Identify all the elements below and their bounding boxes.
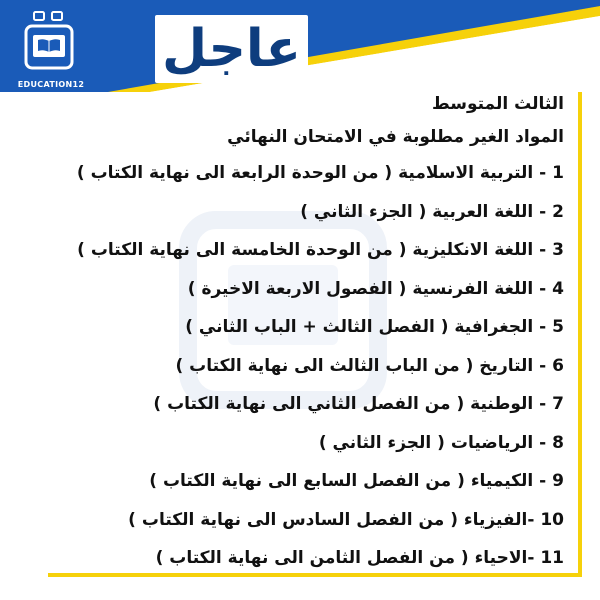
list-item: 8 - الرياضيات ( الجزء الثاني ) (318, 432, 564, 453)
list-item: 4 - اللغة الفرنسية ( الفصول الاربعة الاخيرة ) (187, 278, 564, 299)
list-item: 10 -الفيزياء ( من الفصل السادس الى نهاية الكتاب ) (128, 509, 564, 530)
announcement-body (44, 88, 564, 578)
urgent-badge (155, 15, 308, 83)
list-item: 5 - الجغرافية ( الفصل الثالث + الباب الثاني ) (185, 317, 564, 337)
subjects-list (44, 154, 564, 578)
list-item: 3 - اللغة الانكليزية ( من الوحدة الخامسة الى نهاية الكتاب ) (77, 240, 564, 260)
grade-heading: الثالث المتوسط (432, 94, 564, 114)
list-item: 11 -الاحياء ( من الفصل الثامن الى نهاية الكتاب ) (155, 548, 564, 568)
frame-right-rule (578, 92, 582, 577)
list-item: 2 - اللغة العربية ( الجزء الثاني ) (300, 201, 564, 222)
logo (8, 6, 94, 96)
urgent-label: عاجل (162, 19, 301, 79)
list-item: 9 - الكيمياء ( من الفصل السابع الى نهاية الكتاب ) (149, 471, 564, 491)
logo-caption: EDUCATION12 (17, 80, 85, 89)
list-item: 7 - الوطنية ( من الفصل الثاني الى نهاية الكتاب ) (153, 394, 564, 414)
header-banner (0, 0, 600, 92)
education-logo-icon (8, 6, 94, 80)
list-item: 1 - التربية الاسلامية ( من الوحدة الرابعة الى نهاية الكتاب ) (76, 163, 564, 183)
announcement-title: المواد الغير مطلوبة في الامتحان النهائي (227, 127, 564, 147)
list-item: 6 - التاريخ ( من الباب الثالث الى نهاية الكتاب ) (175, 355, 564, 376)
